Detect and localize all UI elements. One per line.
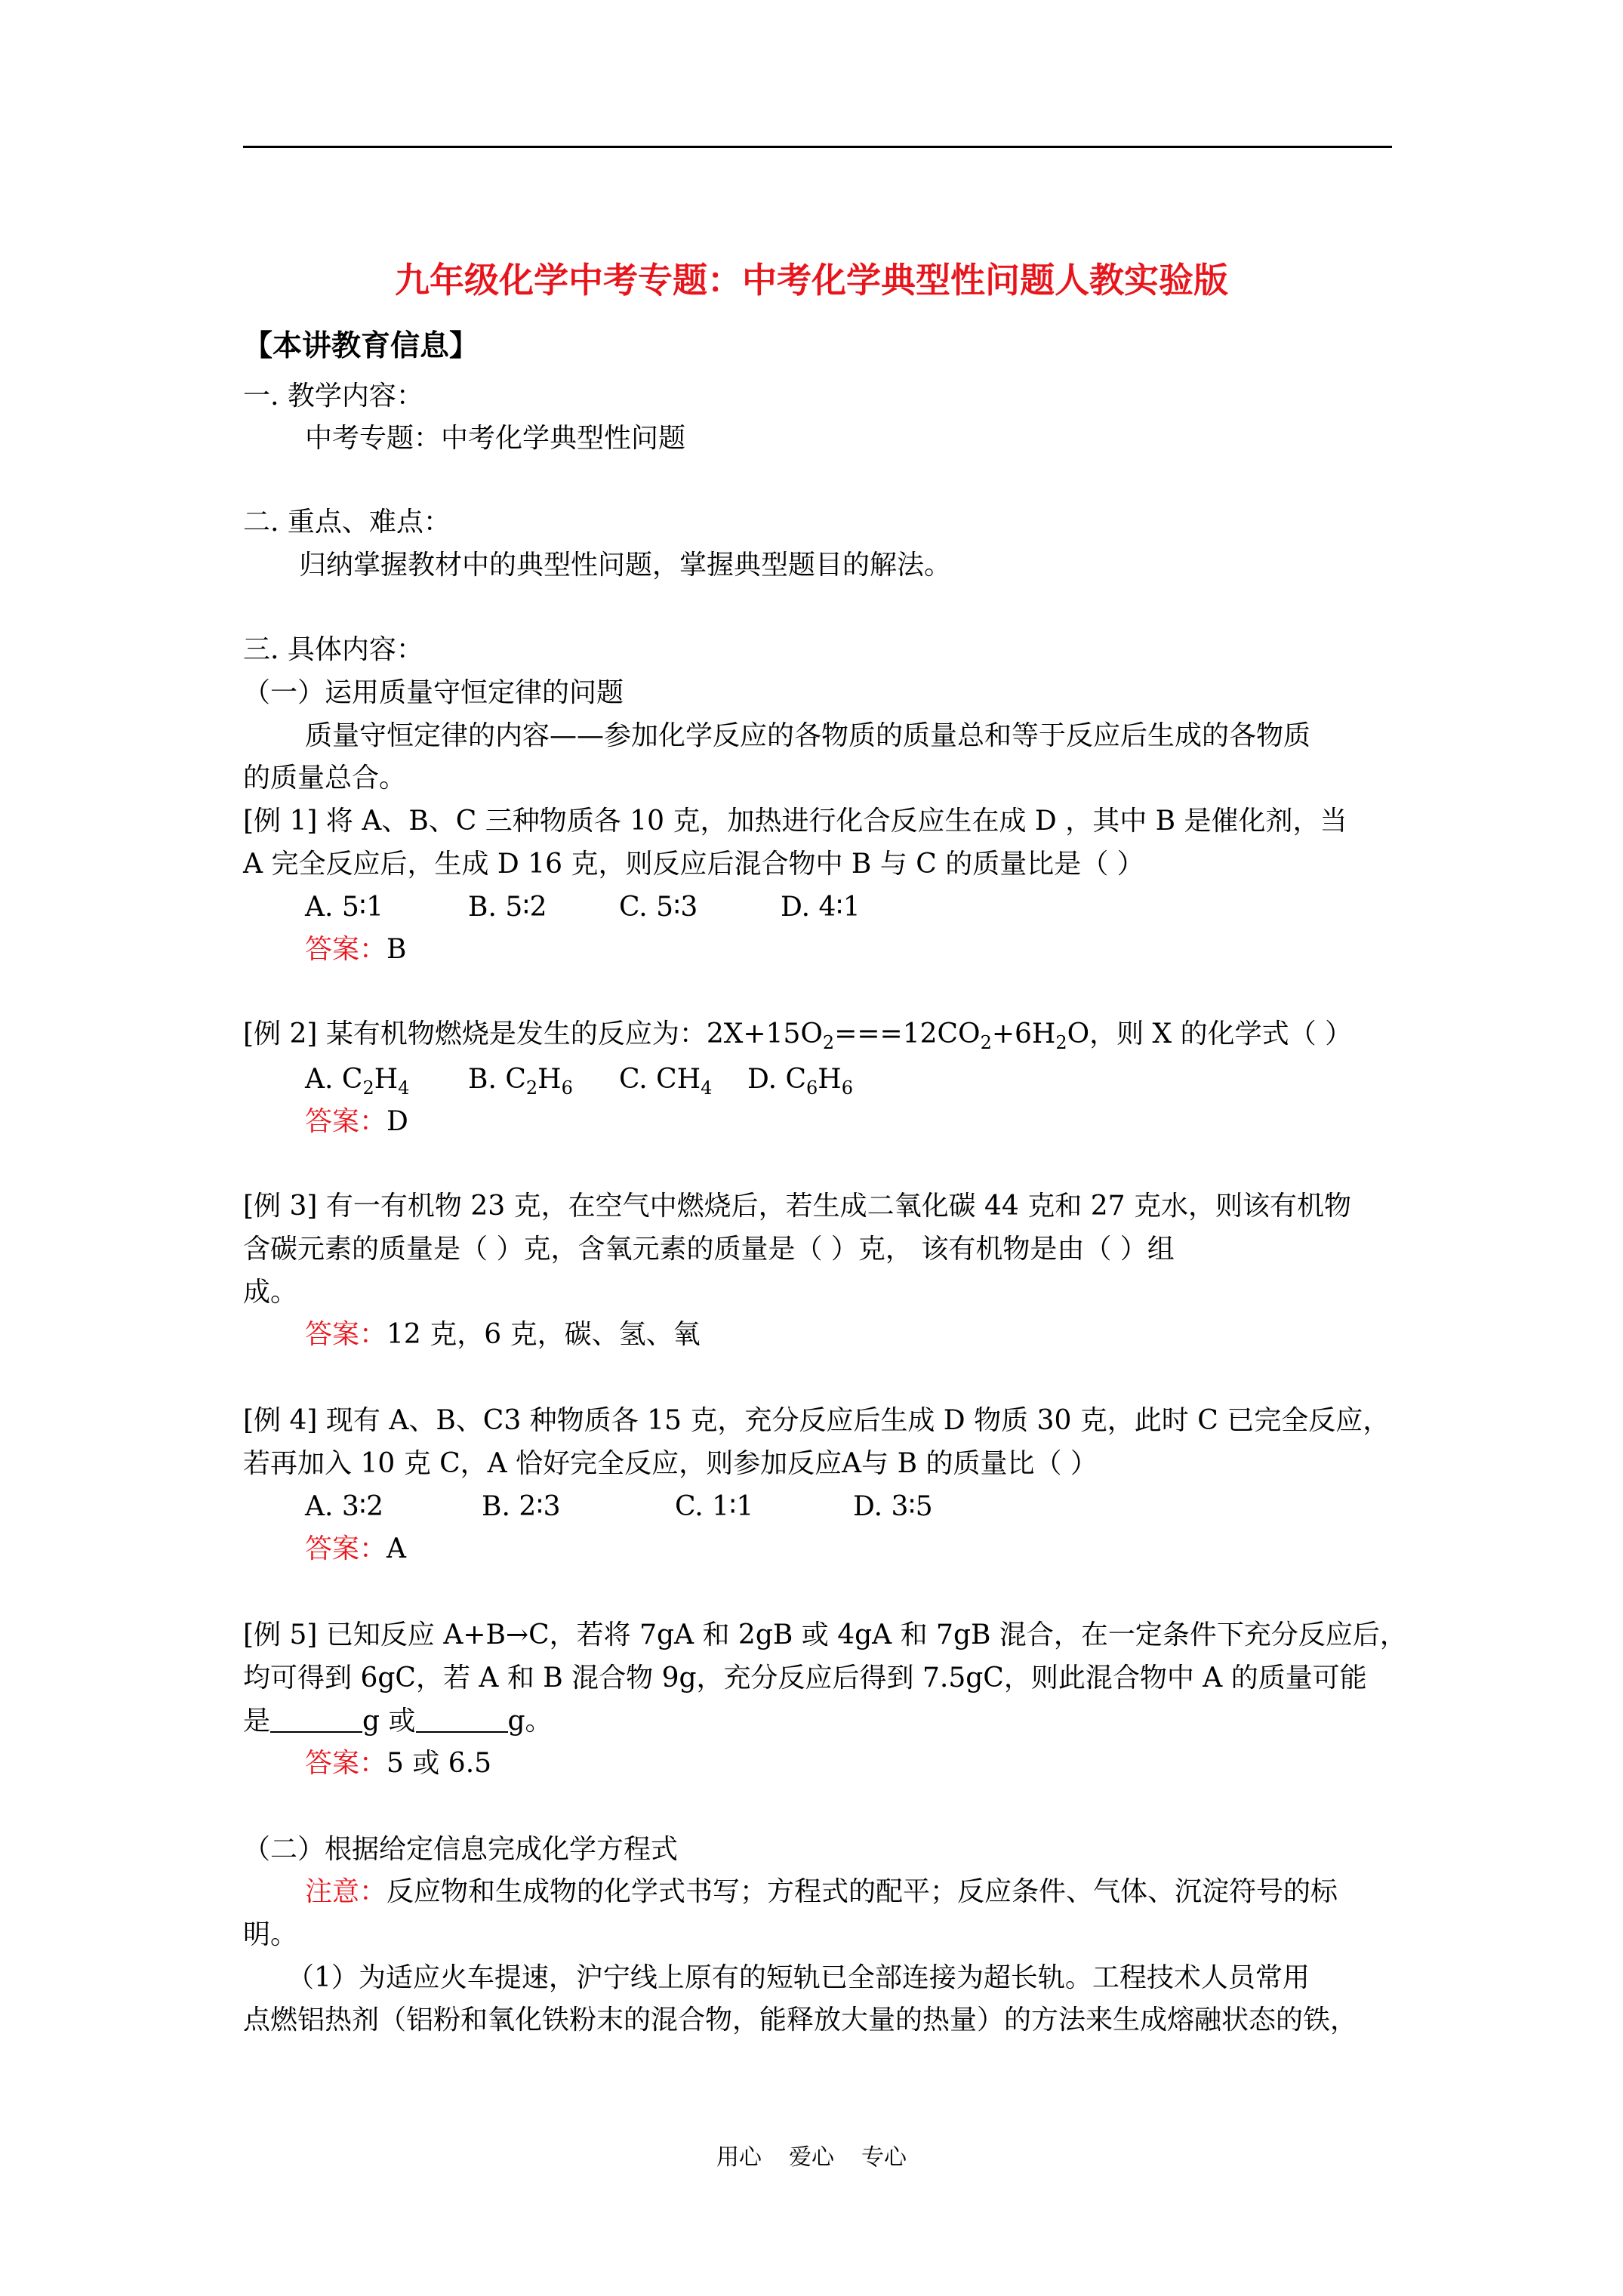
sub1-intro-line2: 的质量总合。 <box>243 763 407 794</box>
ex1-answer-label: 答案： <box>305 934 387 965</box>
ex4-option-a: A. 3∶2 <box>305 1491 384 1522</box>
section-header: 【本讲教育信息】 <box>243 329 479 363</box>
ex5-blank-1 <box>270 1706 362 1733</box>
footer-word-1: 用心 <box>716 2144 762 2171</box>
ex3-line2: 含碳元素的质量是（ ）克，含氧元素的质量是（ ）克， 该有机物是由（ ）组 <box>243 1234 1175 1265</box>
ex1-option-a: A. 5∶1 <box>305 892 384 923</box>
ex2-answer-label: 答案： <box>305 1106 387 1137</box>
sub2-note-line2: 明。 <box>243 1919 298 1950</box>
ex4-line1: [例 4] 现有 A、B、C3 种物质各 15 克，充分反应后生成 D 物质 30 克，此时 C 已完全反应， <box>243 1405 1390 1436</box>
part1-body: 中考专题：中考化学典型性问题 <box>305 423 686 454</box>
ex1-line2: A 完全反应后，生成 D 16 克，则反应后混合物中 B 与 C 的质量比是（ ） <box>243 849 1144 880</box>
ex3-line1: [例 3] 有一有机物 23 克，在空气中燃烧后，若生成二氧化碳 44 克和 27 克水，则该有机物 <box>243 1191 1351 1222</box>
ex2-answer <box>305 1105 408 1139</box>
sub2-heading: （二）根据给定信息完成化学方程式 <box>243 1834 679 1865</box>
ex2-option-d: D. $C_6H_6$ <box>747 1064 853 1099</box>
ex5-answer-label: 答案： <box>305 1748 387 1779</box>
ex5-line3: 是 g 或 g。 <box>243 1706 553 1737</box>
part2-heading: 二. 重点、难点： <box>243 507 451 538</box>
sub2-item1-line2: 点燃铝热剂（铝粉和氧化铁粉末的混合物，能释放大量的热量）的方法来生成熔融状态的铁， <box>243 2005 1358 2036</box>
ex4-answer-label: 答案： <box>305 1533 387 1564</box>
ex5-line1: [例 5] 已知反应 A+B→C，若将 7gA 和 2gB 或 4gA 和 7gB 混合，在一定条件下充分反应后， <box>243 1620 1407 1650</box>
ex5-line2: 均可得到 6gC，若 A 和 B 混合物 9g，充分反应后得到 7.5gC，则此混合物中 A 的质量可能 <box>243 1663 1367 1693</box>
sub2-item1-line1: （1）为适应火车提速，沪宁线上原有的短轨已全部连接为超长轨。工程技术人员常用 <box>287 1962 1310 1993</box>
ex1-option-c: C. 5∶3 <box>619 892 698 923</box>
part3-heading: 三. 具体内容： <box>243 634 423 665</box>
ex4-answer <box>305 1533 406 1566</box>
ex3-answer <box>305 1318 701 1351</box>
ex4-answer-value: A <box>387 1533 407 1564</box>
ex4-option-d: D. 3∶5 <box>853 1491 933 1522</box>
page-title: 九年级化学中考专题：中考化学典型性问题人教实验版 <box>395 260 1228 300</box>
part2-body: 归纳掌握教材中的典型性问题，掌握典型题目的解法。 <box>299 550 952 581</box>
sub2-note-line1: 注意：反应物和生成物的化学式书写；方程式的配平；反应条件、气体、沉淀符号的标 <box>305 1876 1338 1907</box>
part1-heading: 一. 教学内容： <box>243 381 423 411</box>
ex4-option-c: C. 1∶1 <box>675 1491 754 1522</box>
ex2-equation: $2X+15O_2===12CO_2+6H_2O$ <box>706 1019 1090 1053</box>
ex4-line2: 若再加入 10 克 C，A 恰好完全反应，则参加反应A与 B 的质量比（ ） <box>243 1448 1098 1479</box>
ex2-answer-value: D <box>387 1106 408 1137</box>
ex4-option-b: B. 2∶3 <box>482 1491 561 1522</box>
footer-word-3: 专心 <box>861 2144 907 2171</box>
ex2-prefix: [例 2] 某有机物燃烧是发生的反应为： <box>243 1019 707 1049</box>
sub1-heading: （一）运用质量守恒定律的问题 <box>243 677 624 708</box>
ex1-option-d: D. 4∶1 <box>781 892 861 923</box>
ex5-answer <box>305 1747 491 1780</box>
ex5-blank-2 <box>416 1706 508 1733</box>
ex2-line1 <box>243 1018 1352 1051</box>
sub1-intro-line1: 质量守恒定律的内容——参加化学反应的各物质的质量总和等于反应后生成的各物质 <box>305 720 1311 751</box>
ex2-suffix: ，则 X 的化学式（ ） <box>1089 1019 1353 1049</box>
sub2-note-label: 注意： <box>305 1876 387 1907</box>
ex2-option-b: B. $C_2H_6$ <box>468 1064 573 1099</box>
ex3-answer-label: 答案： <box>305 1319 387 1350</box>
ex5-answer-value: 5 或 6.5 <box>387 1748 492 1779</box>
ex3-line3: 成。 <box>243 1277 298 1308</box>
header-rule <box>243 146 1392 148</box>
ex2-option-a: A. $C_2H_4$ <box>305 1064 410 1099</box>
ex2-option-c: C. $CH_4$ <box>619 1064 713 1099</box>
ex1-answer-value: B <box>387 934 407 965</box>
ex1-option-b: B. 5∶2 <box>468 892 547 923</box>
page-footer <box>0 2143 1623 2173</box>
footer-word-2: 爱心 <box>789 2144 834 2171</box>
ex1-answer <box>305 933 406 966</box>
ex1-line1: [例 1] 将 A、B、C 三种物质各 10 克，加热进行化合反应生在成 D ，其中 B 是催化剂，当 <box>243 806 1347 837</box>
ex3-answer-value: 12 克，6 克，碳、氢、氧 <box>387 1319 701 1350</box>
